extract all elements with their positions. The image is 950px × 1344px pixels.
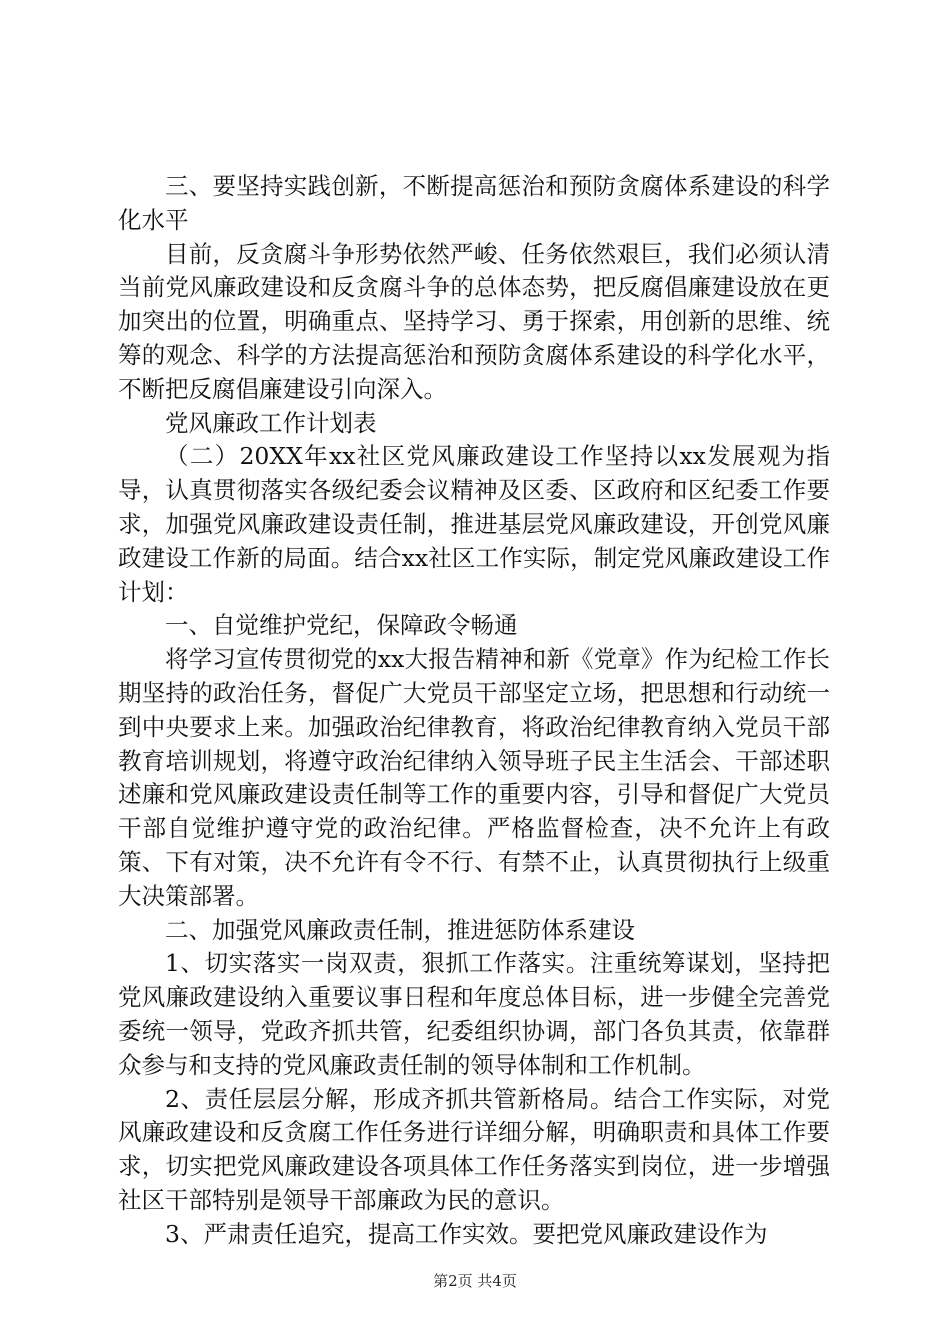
section-heading-3: 三、要坚持实践创新，不断提高惩治和预防贪腐体系建设的科学化水平 xyxy=(118,172,830,234)
list-item-1: 1、切实落实一岗双责，狠抓工作落实。注重统筹谋划，坚持把党风廉政建设纳入重要议事日程和年度总体目标，进一步健全完善党委统一领导，党政齐抓共管，纪委组织协调，部门各负其责，依靠群众参与和支持的党风廉政责任制的领导体制和工作机制。 xyxy=(118,949,830,1079)
document-body xyxy=(118,170,830,1252)
body-paragraph: 目前，反贪腐斗争形势依然严峻、任务依然艰巨，我们必须认清当前党风廉政建设和反贪腐斗争的总体态势，把反腐倡廉建设放在更加突出的位置，明确重点、坚持学习、勇于探索，用创新的思维、统筹的观念、科学的方法提高惩治和预防贪腐体系建设的科学化水平，不断把反腐倡廉建设引向深入。 xyxy=(118,239,830,403)
section-heading-2: 二、加强党风廉政责任制，推进惩防体系建设 xyxy=(165,915,635,944)
list-item-3: 3、严肃责任追究，提高工作实效。要把党风廉政建设作为 xyxy=(165,1219,768,1248)
body-paragraph: 将学习宣传贯彻党的xx大报告精神和新《党章》作为纪检工作长期坚持的政治任务，督促广大党员干部坚定立场，把思想和行动统一到中央要求上来。加强政治纪律教育，将政治纪律教育纳入党员干部教育培训规划，将遵守政治纪律纳入领导班子民主生活会、干部述职述廉和党风廉政建设责任制等工作的重要内容，引导和督促广大党员干部自觉维护遵守党的政治纪律。严格监督检查，决不允许上有政策、下有对策，决不允许有令不行、有禁不止，认真贯彻执行上级重大决策部署。 xyxy=(118,645,830,910)
intro-paragraph: （二）20XX年xx社区党风廉政建设工作坚持以xx发展观为指导，认真贯彻落实各级纪委会议精神及区委、区政府和区纪委工作要求，加强党风廉政建设责任制，推进基层党风廉政建设，开创党风廉政建设工作新的局面。结合xx社区工作实际，制定党风廉政建设工作计划： xyxy=(118,442,830,606)
page-number-footer: 第2页 共4页 xyxy=(433,1272,517,1290)
list-item-2: 2、责任层层分解，形成齐抓共管新格局。结合工作实际，对党风廉政建设和反贪腐工作任务进行详细分解，明确职责和具体工作要求，切实把党风廉政建设各项具体工作任务落实到岗位，进一步增强社区干部特别是领导干部廉政为民的意识。 xyxy=(118,1084,830,1214)
plan-title: 党风廉政工作计划表 xyxy=(165,408,377,437)
section-heading-1: 一、自觉维护党纪，保障政令畅通 xyxy=(165,611,518,640)
